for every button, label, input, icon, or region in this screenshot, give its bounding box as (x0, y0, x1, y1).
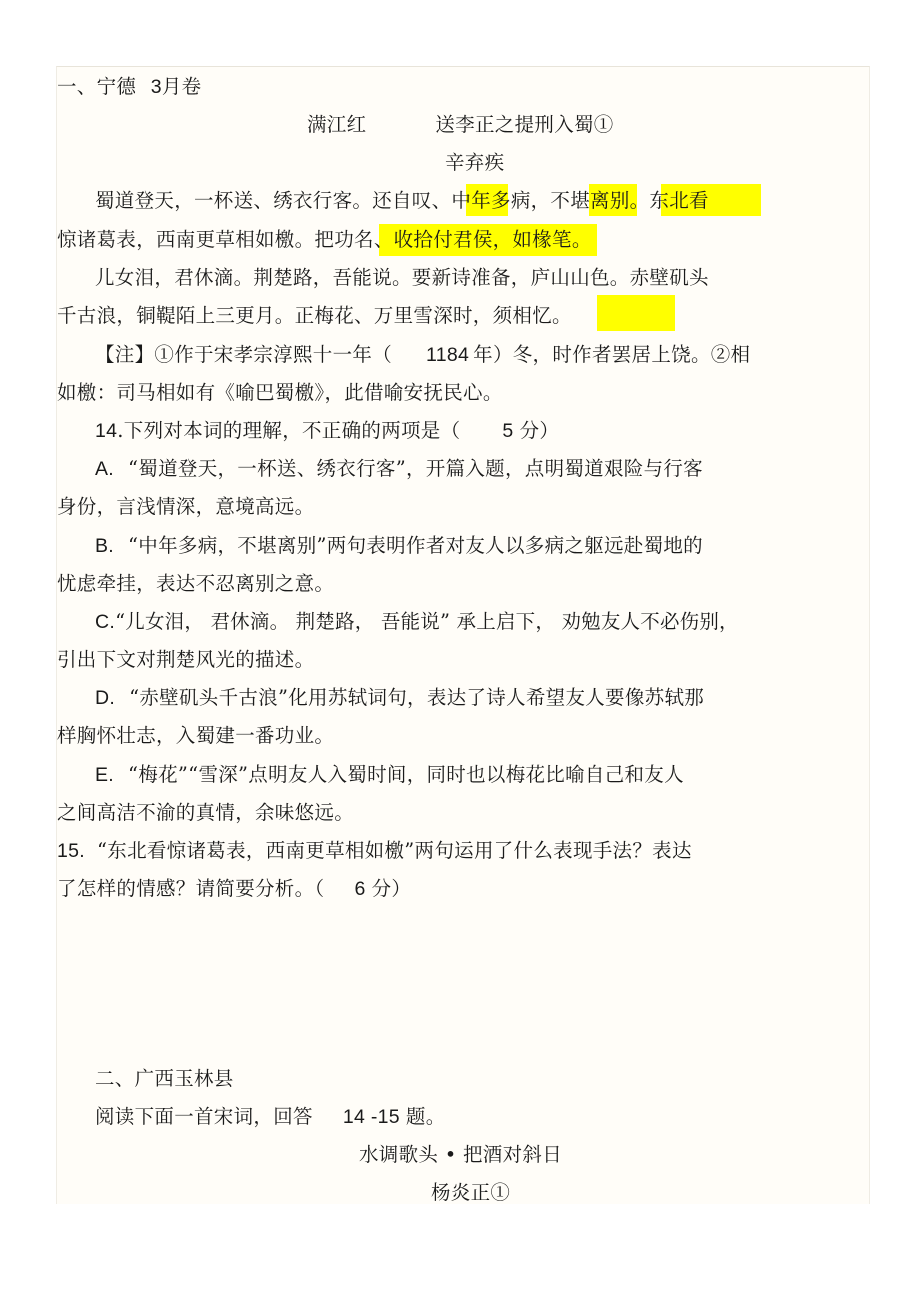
option-c-text-1: “儿女泪， 君休滴。 荆楚路， 吾能说” 承上启下， 劝勉友人不必伤别， (115, 610, 739, 633)
question-15-score: 6 (354, 878, 366, 900)
option-e-line-2: 之间高洁不渝的真情，余味悠远。 (57, 801, 355, 824)
question-15-text-1: “东北看惊诸葛表，西南更草相如檄”两句运用了什么表现手法？表达 (97, 839, 692, 862)
option-a-label: A. (95, 458, 115, 480)
question-15-unit: 分） (371, 877, 412, 900)
option-d-label: D. (95, 687, 116, 709)
poem1-line-2-b: ，西南更草相如檄。把 (136, 228, 335, 251)
section1-heading (57, 74, 201, 100)
section2-intro (95, 1104, 446, 1130)
question-15-number: 15. (57, 840, 86, 862)
option-d-text-1: “赤壁矶头千古浪”化用苏轼词句，表达了诗人希望友人要像苏轼那 (129, 686, 705, 709)
note-line-1-a: 【注】①作于宋孝宗淳熙十一年（ (95, 343, 393, 366)
question-14-score: 5 (502, 420, 514, 442)
question-14-number: 14 (95, 420, 118, 442)
option-c-label: C. (95, 611, 116, 633)
section1-heading-prefix: 一、宁德 (57, 75, 137, 98)
note-line-2: 如檄：司马相如有《喻巴蜀檄》，此借喻安抚民心。 (57, 381, 503, 404)
poem1-line-1-c: 年多病， (471, 189, 551, 212)
option-a-line-2: 身份，言浅情深，意境高远。 (57, 495, 315, 518)
poem1-tune-name: 满江红 (307, 113, 367, 136)
note-year: 1184 (426, 344, 470, 366)
option-b-line-2: 忧虑牵挂，表达不忍离别之意。 (57, 572, 335, 595)
highlight-mark (597, 295, 675, 331)
poem1-line-1-d: 不堪 (550, 189, 591, 212)
option-b-label: B. (95, 535, 115, 557)
option-b-text-1: “中年多病，不堪离别”两句表明作者对友人以多病之躯远赴蜀地的 (128, 534, 703, 557)
section1-heading-num: 3 (150, 76, 162, 98)
section1-heading-suffix: 月卷 (161, 75, 202, 98)
option-c-line-1 (95, 609, 739, 635)
poem1-line-2-c: 功名、收拾付君侯，如 (334, 228, 533, 251)
option-b-line-1 (95, 533, 703, 559)
poem1-line-1-a: 蜀道登天，一杯送、绣衣行客。还自叹 (95, 189, 432, 212)
poem2-title: 水调歌头 • 把酒对斜日 (359, 1143, 562, 1166)
poem1-line-1-e: 离别。东北 (590, 189, 690, 212)
poem1-line-1-f: 看 (689, 189, 709, 212)
option-a-line-1 (95, 456, 703, 482)
poem1-line-2 (57, 227, 592, 253)
poem1-line-3: 儿女泪，君休滴。荆楚路，吾能说。要新诗准备，庐山山色。赤壁矶头 (95, 266, 709, 289)
question-15-text-2: 了怎样的情感？请简要分析。（ (57, 877, 325, 900)
option-d-line-2: 样胸怀壮志，入蜀建一番功业。 (57, 724, 335, 747)
section2-intro-suffix: 题。 (405, 1105, 446, 1128)
poem1-line-1 (95, 188, 709, 214)
document-page (56, 66, 870, 1204)
option-e-text-1: “梅花”“雪深”点明友人入蜀时间，同时也以梅花比喻自己和友人 (128, 763, 684, 786)
poem2-author: 杨炎正① (431, 1181, 511, 1204)
poem1-line-4-b: 忆。 (532, 304, 572, 327)
option-a-text-1: “蜀道登天，一杯送、绣衣行客”，开篇入题，点明蜀道艰险与行客 (128, 457, 703, 480)
question-14-unit: 分） (519, 419, 560, 442)
poem1-title (307, 112, 614, 138)
poem1-subtitle: 送李正之提刑入蜀① (435, 113, 614, 136)
poem1-line-4 (57, 303, 572, 329)
poem1-line-1-b: 、中 (431, 189, 472, 212)
option-e-line-1 (95, 762, 684, 788)
option-c-line-2: 引出下文对荆楚风光的描述。 (57, 648, 315, 671)
poem1-line-4-a: 千古浪，铜鞮陌上三更月。正梅花、万里雪深时，须相 (57, 304, 533, 327)
note-line-1-b: 年）冬，时作者罢居上饶。②相 (473, 343, 751, 366)
poem1-line-2-a: 惊诸葛表 (57, 228, 137, 251)
option-d-line-1 (95, 685, 704, 711)
section2-intro-range: 14 -15 (342, 1106, 400, 1128)
note-line-1 (95, 342, 750, 368)
section2-intro-text: 阅读下面一首宋词，回答 (95, 1105, 313, 1128)
poem1-line-2-d: 椽笔。 (532, 228, 592, 251)
question-14 (95, 418, 559, 444)
question-15-line-1 (57, 838, 692, 864)
poem1-author: 辛弃疾 (445, 151, 505, 174)
section2-heading: 二、广西玉林县 (95, 1067, 234, 1090)
question-14-text: .下列对本词的理解，不正确的两项是（ (117, 419, 461, 442)
question-15-line-2 (57, 876, 411, 902)
option-e-label: E. (95, 764, 115, 786)
